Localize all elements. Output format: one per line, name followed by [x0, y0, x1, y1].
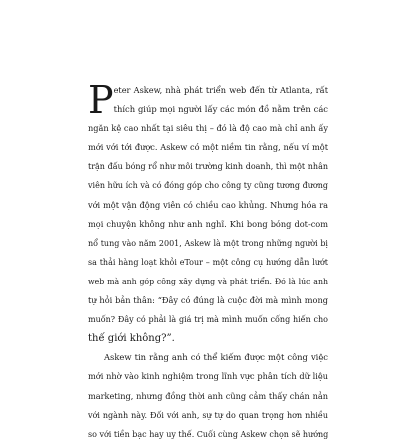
- text-line: sa thải hàng loạt khỏi eTour – một công cụ hướng dẫn lướt: [88, 257, 328, 267]
- text-line: trận đấu bóng rổ như môi trường kinh doanh, thì một nhân: [88, 162, 328, 172]
- text-line: mọi chuyện không như anh nghĩ. Khi bong bóng dot-com: [88, 218, 328, 229]
- text-line: muốn? Đây có phải là giá trị mà mình muốn cống hiến cho: [88, 315, 328, 325]
- text-line: eter Askew, nhà phát triển web đến từ Atlanta, rất: [113, 85, 328, 95]
- text-line: mới nhờ vào kinh nghiệm trong lĩnh vực phân tích dữ liệu: [88, 371, 328, 382]
- text-line: so với tiền bạc hay uy thế. Cuối cùng Askew chọn sẽ hướng: [88, 429, 329, 439]
- text-line: thế giới không?”.: [88, 333, 175, 345]
- text-line: ngăn kệ cao nhất tại siêu thị – đó là độ cao mà chỉ anh ấy: [88, 123, 328, 134]
- text-line: tự hỏi bản thân: “Đây có đúng là cuộc đời mà mình mong: [88, 295, 328, 306]
- text-line: marketing, nhưng đồng thời anh cũng cảm thấy chán nản: [88, 390, 328, 401]
- text-line: nổ tung vào năm 2001, Askew là một trong những người bị: [88, 238, 328, 248]
- text-line: với ngành này. Đối với anh, sự tự do quan trọng hơn nhiều: [88, 410, 328, 420]
- paragraph-1: [88, 78, 328, 122]
- drop-cap: P: [88, 78, 114, 122]
- text-line: mới với tới được. Askew có một niềm tin rằng, nếu ví một: [88, 142, 328, 153]
- text-line: Askew tin rằng anh có thể kiếm được một công việc: [104, 352, 328, 363]
- body-text: [88, 78, 329, 444]
- text-line: viên hữu ích và có đóng góp cho công ty cũng tương đương: [88, 181, 328, 191]
- text-line: với một vận động viên có chiều cao khủng. Nhưng hóa ra: [88, 199, 328, 210]
- text-line: web mà anh góp công xây dựng và phát triển. Đó là lúc anh: [88, 276, 328, 286]
- text-line: thích giúp mọi người lấy các món đồ nằm trên các: [113, 104, 328, 115]
